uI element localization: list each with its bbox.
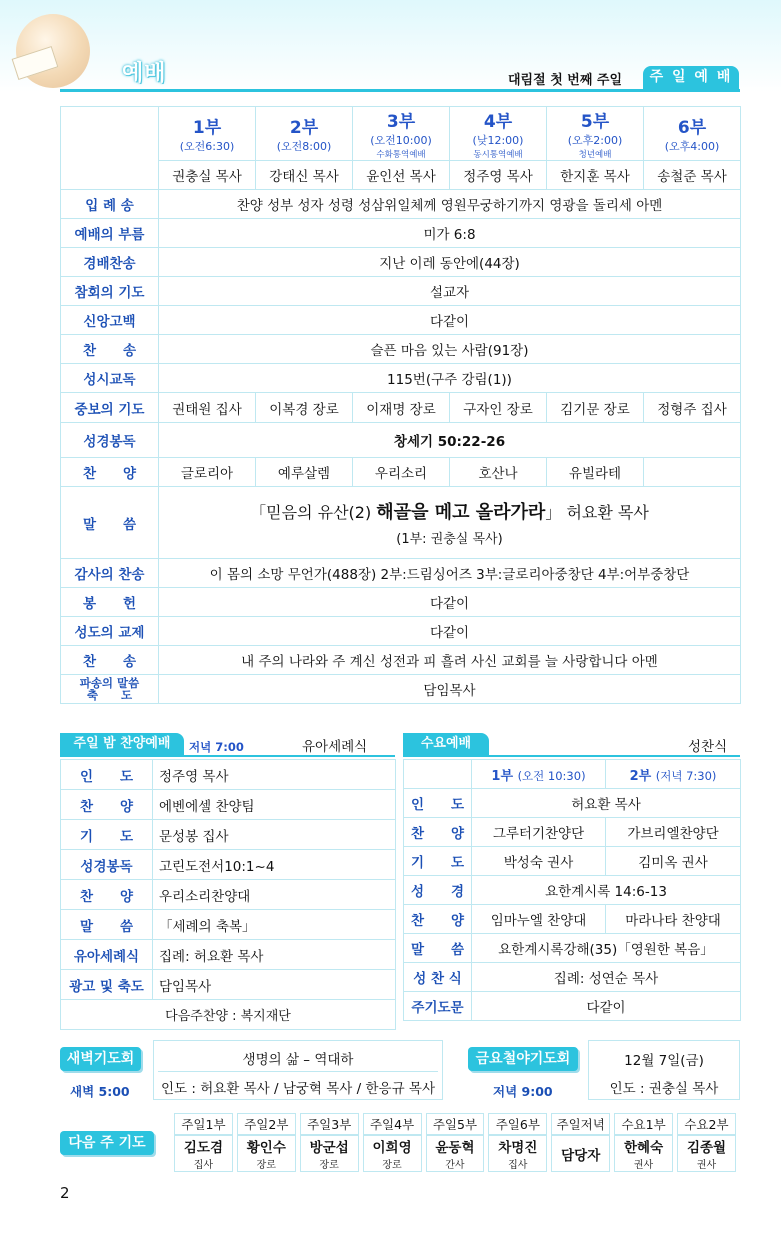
row-value: 설교자 [159, 277, 741, 306]
section-title: 예배 [122, 61, 167, 86]
next-week-prayer-table [170, 1113, 740, 1172]
praise-row [61, 458, 741, 487]
order-row [61, 675, 741, 704]
row-value: 115번(구주 강림(1)) [159, 364, 741, 393]
row-label: 경배찬송 [61, 248, 159, 277]
evening-divider [60, 755, 395, 757]
wednesday-row: 찬 양 그루터기찬양단 가브리엘찬양단 [404, 818, 741, 847]
leader-5: 한지훈 목사 [547, 161, 644, 190]
intercession-row [61, 393, 741, 423]
row-value: 다같이 [159, 306, 741, 335]
evening-title: 유아세례식 [302, 739, 368, 755]
order-row [61, 646, 741, 675]
next-person: 방군섭 장로 [300, 1135, 359, 1172]
order-row [61, 219, 741, 248]
next-person: 한혜숙 권사 [614, 1135, 673, 1172]
choir: 글로리아 [159, 458, 256, 487]
row-label: 입 례 송 [61, 190, 159, 219]
evening-row: 기 도 문성봉 집사 [61, 820, 396, 850]
next-person: 황인수 장로 [237, 1135, 296, 1172]
wednesday-order-table [403, 759, 741, 1021]
order-row [61, 277, 741, 306]
order-row [61, 306, 741, 335]
order-row [61, 559, 741, 588]
row-value: 찬양 성부 성자 성령 성삼위일체께 영원무궁하기까지 영광을 돌리세 아멘 [159, 190, 741, 219]
dawn-prayer-time: 새벽 5:00 [70, 1084, 130, 1099]
sermon-title: 해골을 메고 올라가라 [376, 502, 546, 523]
row-label: 신앙고백 [61, 306, 159, 335]
evening-row: 말 씀 「세례의 축복」 [61, 910, 396, 940]
order-row [61, 335, 741, 364]
next-person: 김종월 권사 [677, 1135, 736, 1172]
leader-3: 윤인선 목사 [353, 161, 450, 190]
service-2: 2부 (오전8:00) [256, 107, 353, 161]
order-row [61, 588, 741, 617]
row-value: 지난 이레 동안에(44장) [159, 248, 741, 277]
row-label: 성도의 교제 [61, 617, 159, 646]
choir: 호산나 [450, 458, 547, 487]
service-4: 4부 (낮12:00) 동시통역예배 [450, 107, 547, 161]
next-person: 이희영 장로 [363, 1135, 422, 1172]
friday-prayer-time: 저녁 9:00 [493, 1084, 553, 1099]
intercessor: 김기문 장로 [547, 393, 644, 423]
leader-4: 정주영 목사 [450, 161, 547, 190]
dawn-prayer-text: 생명의 삶 – 역대하 [242, 1052, 354, 1068]
row-value: 슬픈 마음 있는 사람(91장) [159, 335, 741, 364]
evening-row: 찬 양 우리소리찬양대 [61, 880, 396, 910]
sermon-close: 」 [545, 503, 562, 522]
service-5: 5부 (오후2:00) 청년예배 [547, 107, 644, 161]
row-value: 내 주의 나라와 주 계신 성전과 피 흘려 사신 교회를 늘 사랑합니다 아멘 [159, 646, 741, 675]
row-label: 성경봉독 [61, 423, 159, 458]
service-header-row [61, 107, 741, 161]
order-row [61, 364, 741, 393]
page-header [0, 0, 781, 92]
evening-footer-row [61, 1000, 396, 1030]
intercessor: 구자인 장로 [450, 393, 547, 423]
next-week-prayer-badge: 다음 주 기도 [60, 1131, 154, 1155]
friday-prayer-badge: 금요철야기도회 [468, 1047, 578, 1071]
scripture-reference: 창세기 50:22-26 [159, 423, 741, 458]
wednesday-title: 성찬식 [688, 739, 728, 755]
choir: 유빌라테 [547, 458, 644, 487]
dawn-prayer-badge: 새벽기도회 [60, 1047, 141, 1071]
sermon-note: (1부: 권충실 목사) [396, 532, 503, 547]
wednesday-row: 찬 양 임마누엘 찬양대 마라나타 찬양대 [404, 905, 741, 934]
dawn-prayer-box [153, 1040, 443, 1100]
wednesday-part-1: 1부 (오전 10:30) [472, 760, 606, 789]
blank-corner [61, 107, 159, 190]
next-slot-row: 주일1부 주일2부 주일3부 주일4부 주일5부 주일6부 주일저녁 수요1부 수요2부 [174, 1113, 736, 1135]
wednesday-part-2: 2부 (저녁 7:30) [606, 760, 741, 789]
friday-prayer-leader: 인도 : 권충실 목사 [609, 1081, 719, 1097]
row-value: 다같이 [159, 617, 741, 646]
row-value: 다같이 [159, 588, 741, 617]
leader-1: 권충실 목사 [159, 161, 256, 190]
row-label: 감사의 찬송 [61, 559, 159, 588]
row-value: 이 몸의 소망 무언가(488장) 2부:드림싱어즈 3부:글로리아중창단 4부:어부중창단 [159, 559, 741, 588]
evening-worship-badge: 주일 밤 찬양예배 [60, 733, 184, 755]
next-person-row [174, 1135, 736, 1172]
evening-row: 찬 양 에벤에셀 찬양팀 [61, 790, 396, 820]
next-person: 김도겸 집사 [174, 1135, 233, 1172]
row-value: 미가 6:8 [159, 219, 741, 248]
sermon-cell [159, 487, 741, 559]
row-value: 담임목사 [159, 675, 741, 704]
next-person: 담당자 [551, 1135, 610, 1172]
row-label: 예배의 부름 [61, 219, 159, 248]
row-label: 말 씀 [61, 487, 159, 559]
leader-6: 송철준 목사 [644, 161, 741, 190]
row-label: 찬 송 [61, 335, 159, 364]
wednesday-row: 주기도문 다같이 [404, 992, 741, 1021]
row-label: 봉 헌 [61, 588, 159, 617]
intercessor: 이재명 장로 [353, 393, 450, 423]
page-number: 2 [60, 1184, 70, 1202]
wednesday-row: 인 도 허요환 목사 [404, 789, 741, 818]
choir: 예루살렘 [256, 458, 353, 487]
wednesday-row: 성 찬 식 집례: 성연순 목사 [404, 963, 741, 992]
evening-row: 유아세례식 집례: 허요환 목사 [61, 940, 396, 970]
evening-row: 광고 및 축도 담임목사 [61, 970, 396, 1000]
dawn-prayer-leaders: 인도 : 허요환 목사 / 남궁혁 목사 / 한응규 목사 [161, 1081, 435, 1097]
sunday-worship-badge: 주 일 예 배 [643, 66, 739, 89]
wednesday-row: 말 씀 요한계시록강해(35)「영원한 복음」 [404, 934, 741, 963]
next-person: 윤동혁 간사 [426, 1135, 485, 1172]
friday-prayer-date: 12월 7일(금) [624, 1053, 704, 1069]
order-row [61, 190, 741, 219]
evening-row: 성경봉독 고린도전서10:1~4 [61, 850, 396, 880]
wednesday-worship-badge: 수요예배 [403, 733, 489, 755]
evening-time: 저녁 7:00 [189, 740, 244, 754]
leader-2: 강태신 목사 [256, 161, 353, 190]
row-label: 성시교독 [61, 364, 159, 393]
header-divider [60, 89, 740, 92]
sunday-order-table [60, 106, 741, 704]
wednesday-divider [403, 755, 740, 757]
intercessor: 권태원 집사 [159, 393, 256, 423]
sermon-row [61, 487, 741, 559]
evening-order-table [60, 759, 396, 1030]
next-person: 차명진 집사 [488, 1135, 547, 1172]
service-6: 6부 (오후4:00) [644, 107, 741, 161]
choir: 우리소리 [353, 458, 450, 487]
next-praise-note: 다음주찬양 : 복지재단 [61, 1000, 396, 1030]
row-label: 중보의 기도 [61, 393, 159, 423]
wednesday-row: 성 경 요한계시록 14:6-13 [404, 876, 741, 905]
sermon-preacher: 허요환 목사 [566, 503, 649, 522]
service-3: 3부 (오전10:00) 수화통역예배 [353, 107, 450, 161]
leader-row [61, 161, 741, 190]
row-label: 찬 송 [61, 646, 159, 675]
wednesday-header-row [404, 760, 741, 789]
wednesday-row: 기 도 박성숙 권사 김미옥 권사 [404, 847, 741, 876]
week-subtitle: 대림절 첫 번째 주일 [508, 73, 623, 88]
sermon-series: 「믿음의 유산(2) [250, 503, 372, 522]
choir [644, 458, 741, 487]
scripture-row [61, 423, 741, 458]
order-row [61, 617, 741, 646]
row-label: 찬 양 [61, 458, 159, 487]
intercessor: 정형주 집사 [644, 393, 741, 423]
evening-row: 인 도 정주영 목사 [61, 760, 396, 790]
order-row [61, 248, 741, 277]
row-label: 파송의 말씀 축 도 [61, 675, 159, 704]
friday-prayer-box [588, 1040, 740, 1100]
intercessor: 이복경 장로 [256, 393, 353, 423]
service-1: 1부 (오전6:30) [159, 107, 256, 161]
row-label: 참회의 기도 [61, 277, 159, 306]
